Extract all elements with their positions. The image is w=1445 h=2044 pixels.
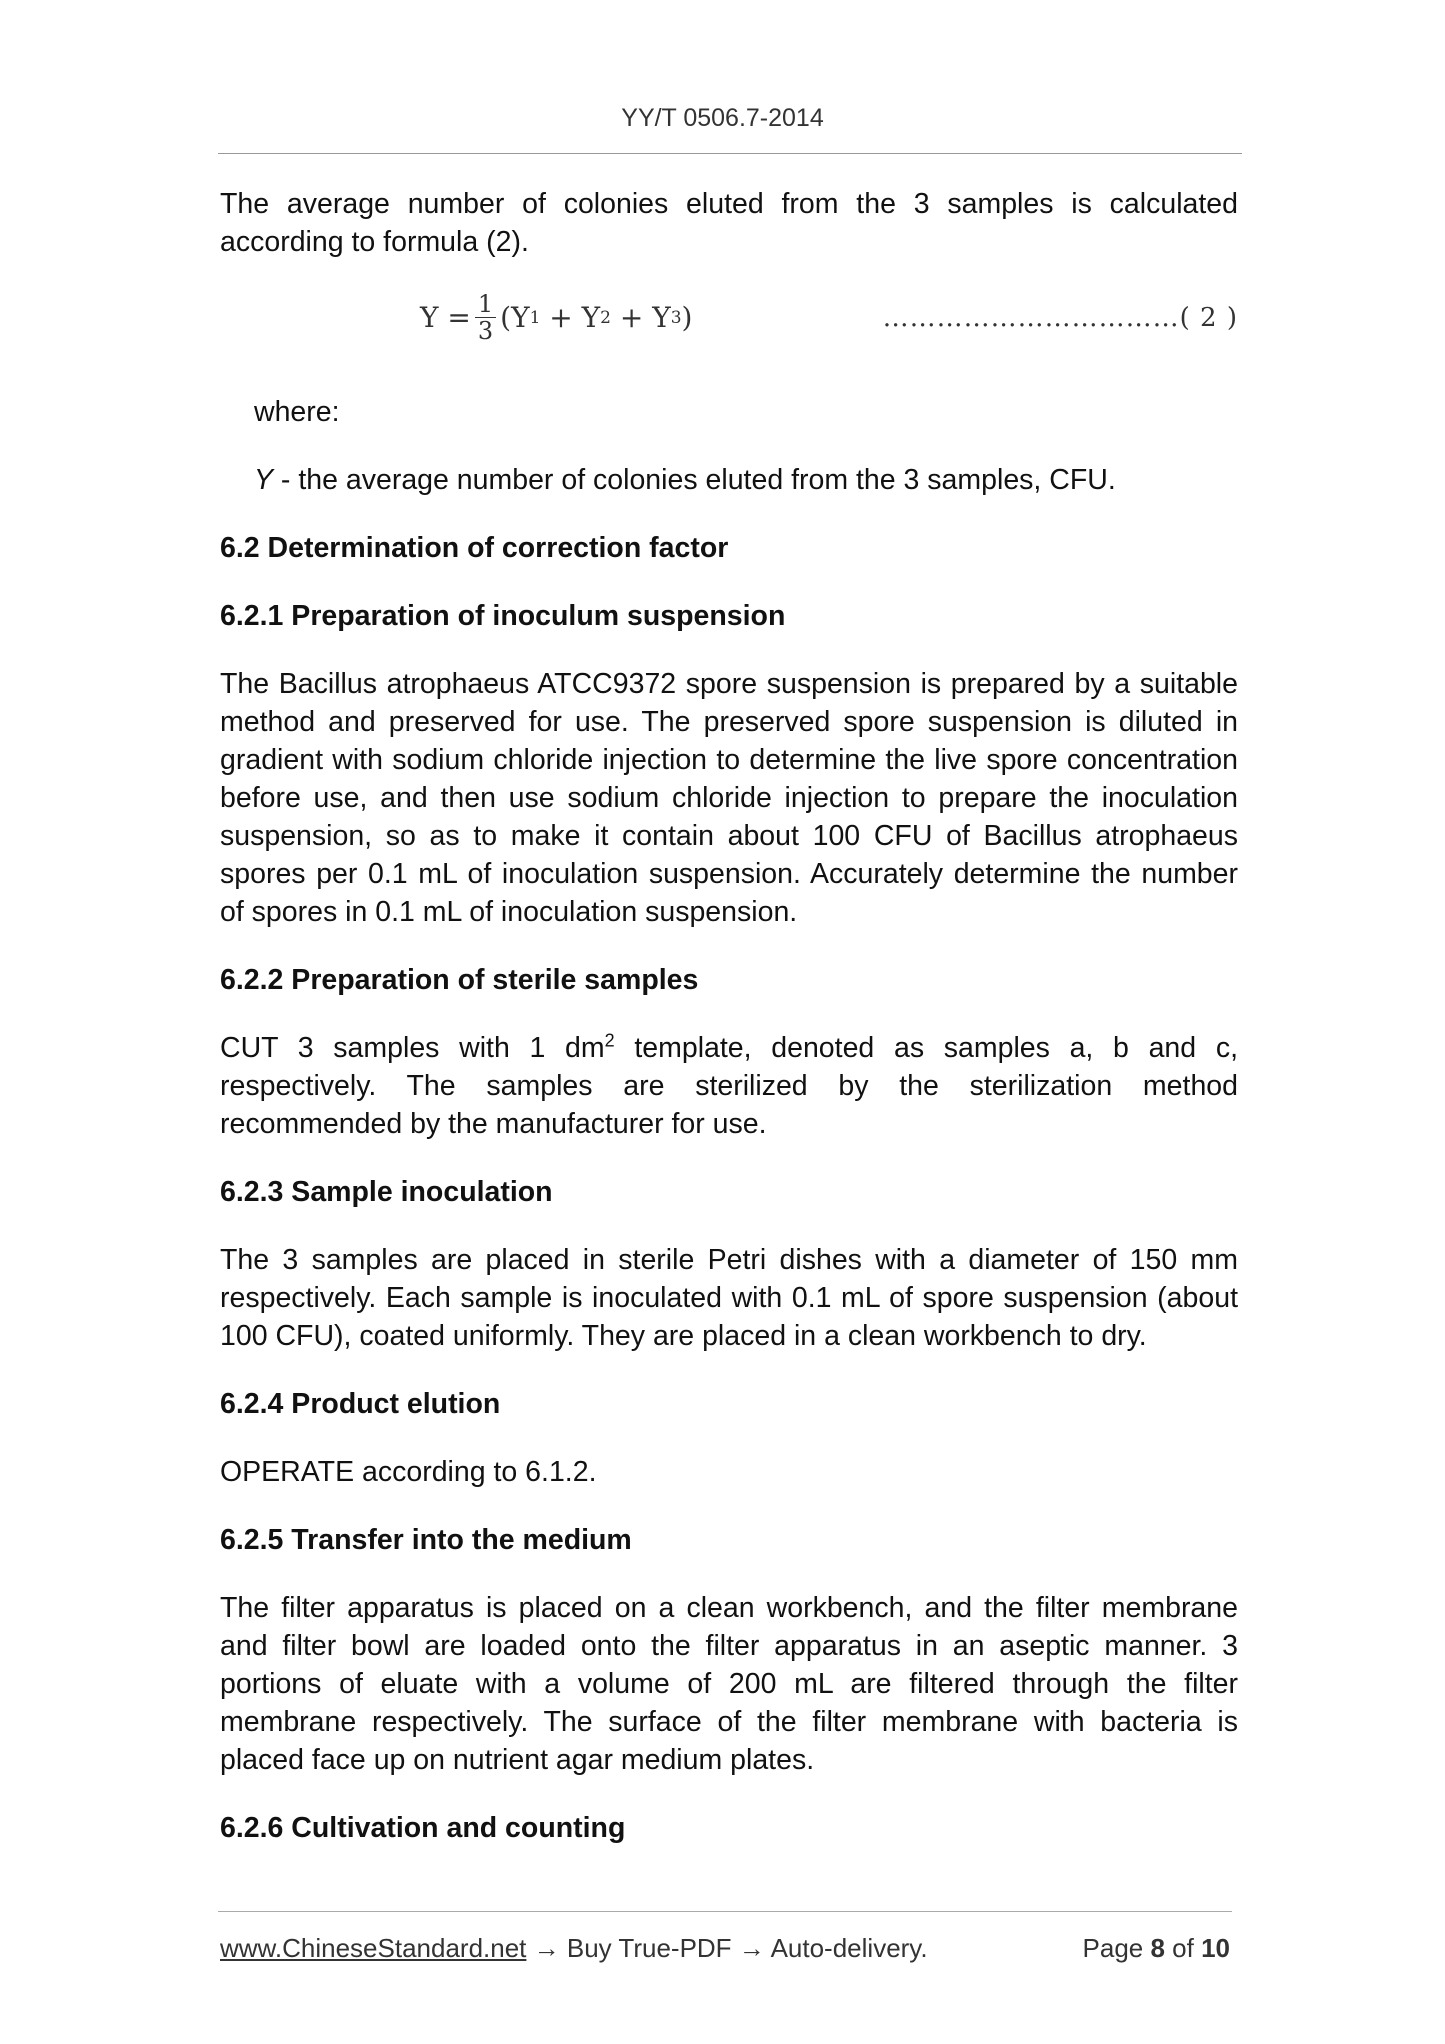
formula-plus-1: +	[540, 301, 582, 334]
footer-divider	[218, 1911, 1232, 1912]
page-number	[1083, 1933, 1230, 1964]
fraction-numerator: 1	[475, 291, 496, 318]
fraction-denominator: 3	[477, 317, 494, 345]
formula-sub-2: 2	[600, 307, 611, 328]
current-page: 8	[1150, 1933, 1165, 1963]
where-variable: Y	[254, 464, 274, 496]
formula-sub-1: 1	[529, 307, 541, 328]
of-label: of	[1164, 1933, 1202, 1963]
total-pages: 10	[1201, 1933, 1230, 1963]
paragraph-6-2-3: The 3 samples are placed in sterile Petri dishes with a diameter of 150 mm respectively. Each sample is inoculated with 0.1 mL of spore suspension (about 100 CFU), coated uniformly. They are placed in a clean workbench to dry.	[220, 1244, 1238, 1352]
paragraph-6-2-2-part-a: CUT 3 samples with 1 dm	[220, 1032, 605, 1064]
where-label: where:	[254, 396, 340, 428]
paragraph-6-2-5: The filter apparatus is placed on a clean workbench, and the filter membrane and filter bowl are loaded onto the filter apparatus in an aseptic manner. 3 portions of eluate with a volume of 200 mL are filtered through the filter membrane respectively. The surface of the filter membrane with bacteria is placed face up on nutrient agar medium plates.	[220, 1592, 1238, 1776]
formula-term-y1: Y	[511, 301, 530, 334]
paragraph-6-2-1: The Bacillus atrophaeus ATCC9372 spore suspension is prepared by a suitable method and preserved for use. The preserved spore suspension is diluted in gradient with sodium chloride injection to determine the live spore concentration before use, and then use sodium chloride injection to prepare the inoculation suspension, so as to make it contain about 100 CFU of Bacillus atrophaeus spores per 0.1 mL of inoculation suspension. Accurately determine the number of spores in 0.1 mL of inoculation suspension.	[220, 668, 1238, 928]
heading-6-2-5: 6.2.5 Transfer into the medium	[220, 1524, 632, 1556]
page-header: YY/T 0506.7-2014	[621, 104, 824, 132]
heading-6-2: 6.2 Determination of correction factor	[220, 532, 729, 564]
formula-expression	[420, 291, 692, 344]
formula-lhs: Y =	[420, 301, 471, 334]
footer-left	[220, 1933, 928, 1964]
formula-plus-2: +	[610, 301, 653, 334]
intro-paragraph: The average number of colonies eluted from the 3 samples is calculated according to formula (2).	[220, 188, 1238, 258]
footer-tagline: → Buy True-PDF → Auto-delivery.	[526, 1933, 928, 1963]
heading-6-2-4: 6.2.4 Product elution	[220, 1388, 501, 1420]
heading-6-2-1: 6.2.1 Preparation of inoculum suspension	[220, 600, 786, 632]
superscript-2: 2	[604, 1030, 615, 1051]
paragraph-6-2-2	[220, 1029, 1238, 1143]
formula-sub-3: 3	[670, 307, 682, 328]
where-definition	[220, 461, 1238, 499]
heading-6-2-2: 6.2.2 Preparation of sterile samples	[220, 964, 699, 996]
page-label: Page	[1082, 1933, 1151, 1963]
formula-open-paren: (	[500, 301, 512, 334]
header-divider	[218, 153, 1242, 154]
formula-term-y2: Y	[581, 301, 601, 334]
heading-6-2-3: 6.2.3 Sample inoculation	[220, 1176, 553, 1208]
heading-6-2-6: 6.2.6 Cultivation and counting	[220, 1812, 626, 1844]
formula-2	[220, 281, 1238, 381]
formula-fraction	[475, 291, 496, 344]
chinesestandard-link[interactable]: www.ChineseStandard.net	[220, 1933, 527, 1963]
page-footer	[220, 1933, 1230, 1964]
where-description: - the average number of colonies eluted from the 3 samples, CFU.	[273, 464, 1116, 496]
paragraph-6-2-2-part-b: template, denoted as samples a, b and c, respectively. The samples are sterilized by the sterilization method recommended by the manufacturer for use.	[220, 1032, 1238, 1140]
paragraph-6-2-4: OPERATE according to 6.1.2.	[220, 1456, 597, 1488]
page-body	[220, 185, 1238, 1847]
formula-close-paren: )	[681, 301, 693, 334]
formula-term-y3: Y	[652, 301, 671, 334]
formula-reference: ……………………………( 2 )	[882, 303, 1238, 333]
